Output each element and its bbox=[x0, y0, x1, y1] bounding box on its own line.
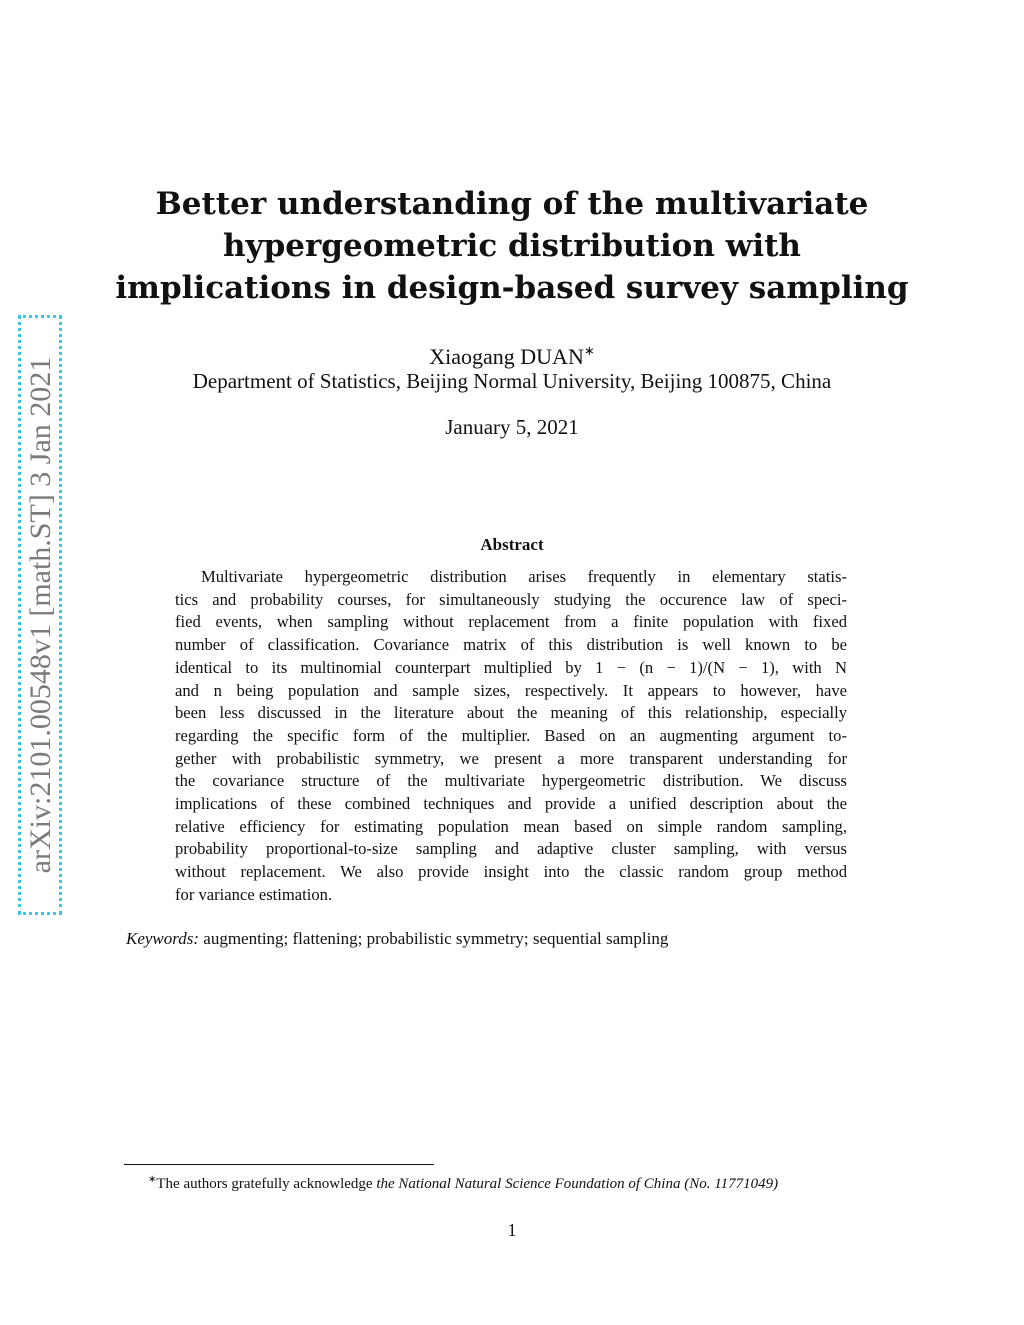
paper-date: January 5, 2021 bbox=[445, 415, 579, 439]
keywords bbox=[126, 928, 926, 950]
abstract-line: been less discussed in the literature about the meaning of this relationship, especially bbox=[175, 703, 847, 723]
abstract-line: probability proportional-to-size sampling and adaptive cluster sampling, with versus bbox=[175, 839, 847, 859]
abstract-line: relative efficiency for estimating population mean based on simple random sampling, bbox=[175, 816, 847, 836]
keywords-label: Keywords: bbox=[126, 929, 200, 948]
keywords-text: augmenting; flattening; probabilistic symmetry; sequential sampling bbox=[203, 929, 669, 948]
abstract-line: fied events, when sampling without replacement from a finite population with fixed bbox=[175, 612, 847, 632]
footnote-mark: ∗ bbox=[148, 1174, 157, 1185]
page-number: 1 bbox=[507, 1220, 517, 1240]
author bbox=[100, 337, 924, 371]
footnote-rule bbox=[124, 1164, 434, 1165]
title-line-1: Better understanding of the multivariate bbox=[155, 186, 869, 222]
footnote bbox=[148, 1170, 948, 1194]
abstract-line: Multivariate hypergeometric distribution arises frequently in elementary statis- bbox=[201, 567, 847, 586]
author-footnote-mark: ∗ bbox=[583, 343, 595, 358]
abstract-body bbox=[175, 566, 847, 907]
footnote-funder: the National Natural Science Foundation of China (No. 11771049) bbox=[376, 1176, 779, 1192]
abstract-line: and n being population and sample sizes, respectively. It appears to however, have bbox=[175, 680, 847, 700]
abstract-line: the covariance structure of the multivariate hypergeometric distribution. We discuss bbox=[175, 771, 847, 791]
abstract-line: gether with probabilistic symmetry, we present a more transparent understanding for bbox=[175, 748, 847, 768]
abstract-line: implications of these combined techniques and provide a unified description about the bbox=[175, 794, 847, 814]
abstract-line: without replacement. We also provide insight into the classic random group method bbox=[175, 862, 847, 882]
abstract-line: tics and probability courses, for simultaneously studying the occurence law of speci- bbox=[175, 589, 847, 609]
title-line-3: implications in design-based survey sampling bbox=[115, 270, 909, 306]
title-line-2: hypergeometric distribution with bbox=[223, 228, 801, 264]
abstract-line: identical to its multinomial counterpart multiplied by 1 − (n − 1)/(N − 1), with N bbox=[175, 657, 847, 677]
footnote-text: The authors gratefully acknowledge bbox=[156, 1176, 377, 1192]
author-name: Xiaogang DUAN bbox=[429, 344, 584, 369]
affiliation: Department of Statistics, Beijing Normal University, Beijing 100875, China bbox=[192, 369, 832, 393]
arxiv-identifier: arXiv:2101.00548v1 [math.ST] 3 Jan 2021 bbox=[24, 356, 57, 874]
abstract-line: number of classification. Covariance matrix of this distribution is well known to be bbox=[175, 635, 847, 655]
abstract-line: for variance estimation. bbox=[175, 884, 333, 904]
paper-title bbox=[100, 183, 924, 309]
abstract-heading: Abstract bbox=[480, 535, 544, 554]
abstract-line: regarding the specific form of the multiplier. Based on an augmenting argument to- bbox=[175, 725, 847, 745]
